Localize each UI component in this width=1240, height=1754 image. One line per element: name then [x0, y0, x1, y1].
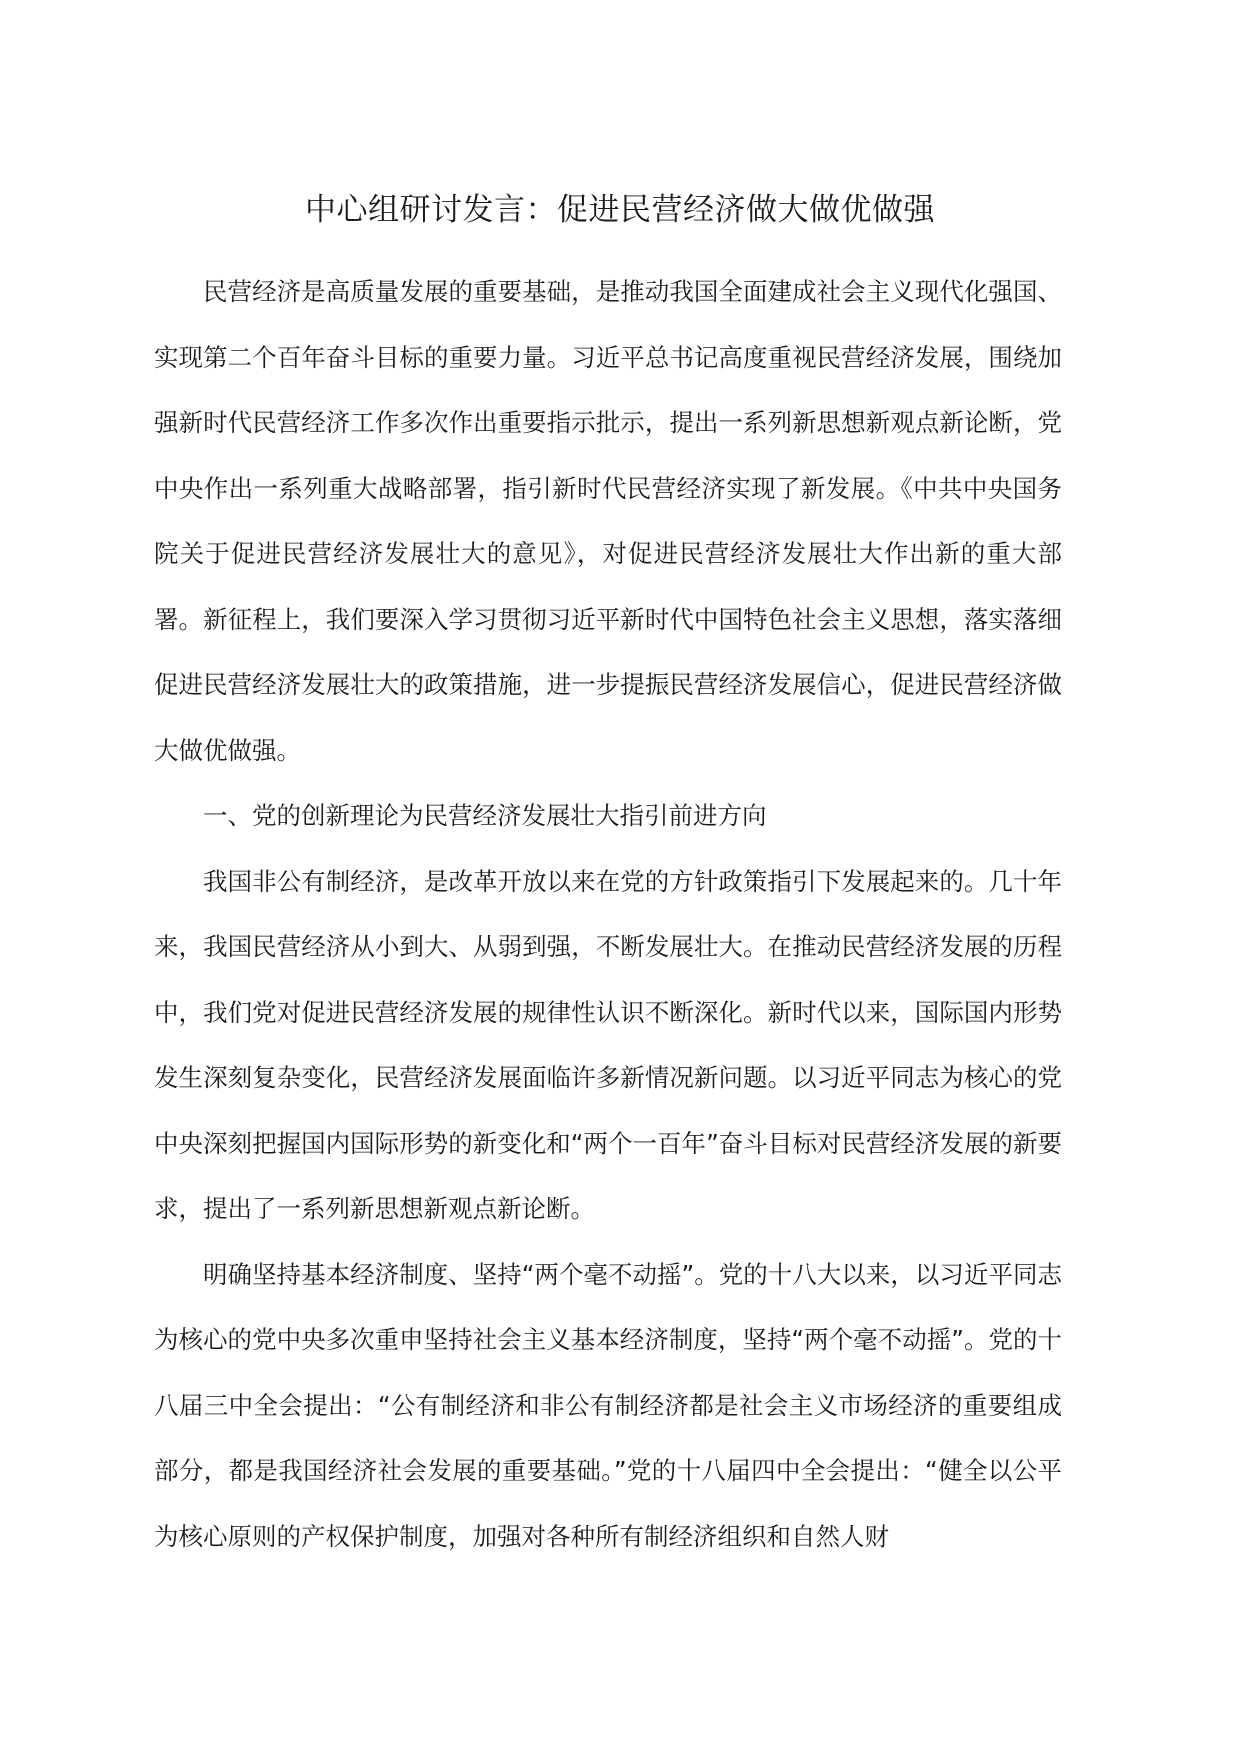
- paragraph-intro: 民营经济是高质量发展的重要基础，是推动我国全面建成社会主义现代化强国、实现第二个百年奋斗目标的重要力量。习近平总书记高度重视民营经济发展，围绕加强新时代民营经济工作多次作出重要指示批示，提出一系列新思想新观点新论断，党中央作出一系列重大战略部署，指引新时代民营经济实现了新发展。《中共中央国务院关于促进民营经济发展壮大的意见》，对促进民营经济发展壮大作出新的重大部署。新征程上，我们要深入学习贯彻习近平新时代中国特色社会主义思想，落实落细促进民营经济发展壮大的政策措施，进一步提振民营经济发展信心，促进民营经济做大做优做强。: [154, 277, 1062, 765]
- document-body: [154, 259, 1062, 1569]
- paragraph-basic-system: 明确坚持基本经济制度、坚持“两个毫不动摇”。党的十八大以来，以习近平同志为核心的党中央多次重申坚持社会主义基本经济制度，坚持“两个毫不动摇”。党的十八届三中全会提出：“公有制经济和非公有制经济都是社会主义市场经济的重要组成部分，都是我国经济社会发展的重要基础。”党的十八届四中全会提出：“健全以公平为核心原则的产权保护制度，加强对各种所有制经济组织和自然人财: [154, 1259, 1062, 1551]
- paragraph-history: 我国非公有制经济，是改革开放以来在党的方针政策指引下发展起来的。几十年来，我国民营经济从小到大、从弱到强，不断发展壮大。在推动民营经济发展的历程中，我们党对促进民营经济发展的规律性认识不断深化。新时代以来，国际国内形势发生深刻复杂变化，民营经济发展面临许多新情况新问题。以习近平同志为核心的党中央深刻把握国内国际形势的新变化和“两个一百年”奋斗目标对民营经济发展的新要求，提出了一系列新思想新观点新论断。: [154, 866, 1062, 1223]
- document-title: 中心组研讨发言：促进民营经济做大做优做强: [305, 192, 935, 228]
- section-heading-1: 一、党的创新理论为民营经济发展壮大指引前进方向: [203, 801, 767, 830]
